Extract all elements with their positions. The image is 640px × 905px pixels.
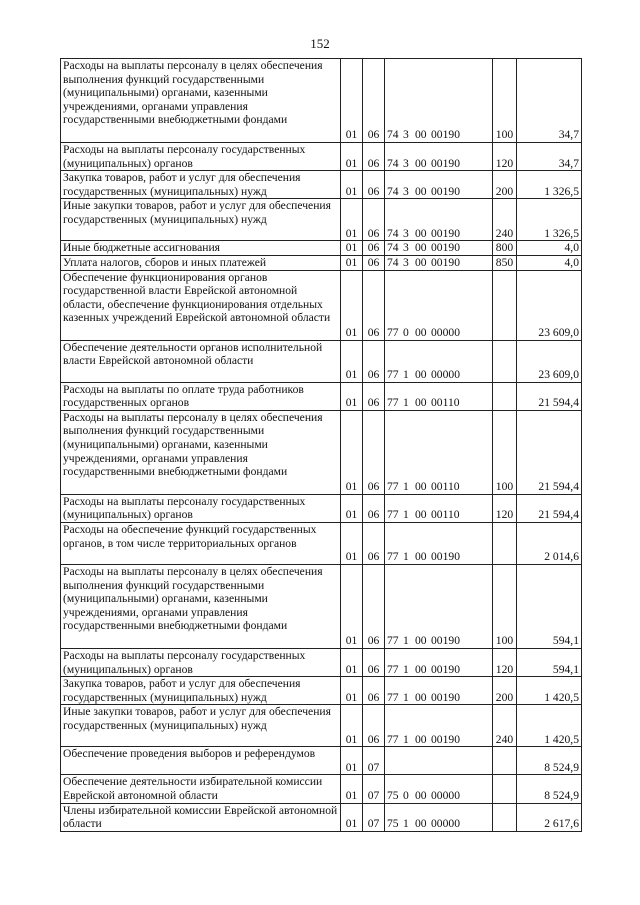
expense-type-cell xyxy=(493,803,517,831)
table-row xyxy=(61,747,582,775)
item-name-cell: Обеспечение функционирования органов государственной власти Еврейской автономной области, обеспечение функционирования отдельных казенных учреждений Еврейской автономной области xyxy=(61,270,341,340)
target-article-part: 3 xyxy=(403,241,409,255)
expense-type-cell xyxy=(493,775,517,803)
amount-cell: 23 609,0 xyxy=(517,340,582,382)
target-article-part: 00 xyxy=(415,184,427,198)
target-article-part: 00190 xyxy=(431,184,460,198)
section-code-cell: 01 xyxy=(341,775,363,803)
expense-type-cell xyxy=(493,522,517,564)
item-name-cell: Расходы на выплаты по оплате труда работников государственных органов xyxy=(61,382,341,410)
section-code-cell: 01 xyxy=(341,59,363,143)
target-article-cell xyxy=(385,803,493,831)
target-article-part: 00000 xyxy=(431,367,460,381)
target-article-part: 00 xyxy=(415,690,427,704)
subsection-code-cell: 06 xyxy=(363,522,385,564)
section-code-cell: 01 xyxy=(341,270,363,340)
amount-cell: 2 014,6 xyxy=(517,522,582,564)
item-name-cell: Расходы на выплаты персоналу в целях обеспечения выполнения функций государственными (муниципальными) органами, казенными учреждениями, органами управления государственными внебюджетными фондами xyxy=(61,564,341,648)
target-article-part: 00 xyxy=(415,550,427,564)
subsection-code-cell: 06 xyxy=(363,382,385,410)
target-article-part: 0 xyxy=(403,788,409,802)
target-article-part: 75 xyxy=(387,817,399,831)
target-article-part: 00000 xyxy=(431,325,460,339)
item-name-cell: Обеспечение деятельности органов исполнительной власти Еврейской автономной области xyxy=(61,340,341,382)
expense-type-cell: 800 xyxy=(493,241,517,256)
amount-cell: 1 420,5 xyxy=(517,677,582,705)
subsection-code-cell: 06 xyxy=(363,410,385,494)
target-article-part: 74 xyxy=(387,128,399,142)
table-row xyxy=(61,59,582,143)
subsection-code-cell: 07 xyxy=(363,747,385,775)
target-article-cell xyxy=(385,747,493,775)
target-article-cell xyxy=(385,494,493,522)
expense-type-cell: 120 xyxy=(493,494,517,522)
target-article-cell xyxy=(385,199,493,241)
target-article-part: 00 xyxy=(415,662,427,676)
amount-cell: 21 594,4 xyxy=(517,382,582,410)
amount-cell: 1 326,5 xyxy=(517,171,582,199)
target-article-cell xyxy=(385,648,493,676)
section-code-cell: 01 xyxy=(341,199,363,241)
subsection-code-cell: 06 xyxy=(363,340,385,382)
table-row xyxy=(61,255,582,270)
section-code-cell: 01 xyxy=(341,255,363,270)
amount-cell: 4,0 xyxy=(517,255,582,270)
table-row xyxy=(61,803,582,831)
target-article-part: 00 xyxy=(415,817,427,831)
expense-type-cell: 240 xyxy=(493,199,517,241)
amount-cell: 4,0 xyxy=(517,241,582,256)
table-row xyxy=(61,199,582,241)
target-article-part: 00 xyxy=(415,367,427,381)
target-article-part: 1 xyxy=(403,690,409,704)
item-name-cell: Расходы на выплаты персоналу государственных (муниципальных) органов xyxy=(61,143,341,171)
expense-type-cell: 200 xyxy=(493,171,517,199)
target-article-cell xyxy=(385,677,493,705)
target-article-part: 3 xyxy=(403,156,409,170)
subsection-code-cell: 06 xyxy=(363,171,385,199)
subsection-code-cell: 06 xyxy=(363,648,385,676)
target-article-part: 00 xyxy=(415,255,427,269)
amount-cell: 34,7 xyxy=(517,59,582,143)
target-article-cell xyxy=(385,59,493,143)
target-article-part: 77 xyxy=(387,508,399,522)
section-code-cell: 01 xyxy=(341,648,363,676)
section-code-cell: 01 xyxy=(341,677,363,705)
amount-cell: 594,1 xyxy=(517,648,582,676)
expense-type-cell: 240 xyxy=(493,705,517,747)
target-article-part: 00190 xyxy=(431,156,460,170)
section-code-cell: 01 xyxy=(341,241,363,256)
section-code-cell: 01 xyxy=(341,382,363,410)
target-article-part: 77 xyxy=(387,367,399,381)
subsection-code-cell: 06 xyxy=(363,270,385,340)
target-article-cell xyxy=(385,143,493,171)
item-name-cell: Иные бюджетные ассигнования xyxy=(61,241,341,256)
target-article-part: 00190 xyxy=(431,226,460,240)
table-row xyxy=(61,340,582,382)
target-article-part: 00000 xyxy=(431,788,460,802)
table-row xyxy=(61,522,582,564)
table-row xyxy=(61,143,582,171)
target-article-part: 3 xyxy=(403,226,409,240)
expense-type-cell: 850 xyxy=(493,255,517,270)
target-article-part: 00190 xyxy=(431,662,460,676)
target-article-part: 77 xyxy=(387,690,399,704)
target-article-part: 00 xyxy=(415,325,427,339)
target-article-part: 77 xyxy=(387,325,399,339)
target-article-part: 77 xyxy=(387,732,399,746)
target-article-part: 3 xyxy=(403,184,409,198)
target-article-cell xyxy=(385,270,493,340)
target-article-part: 1 xyxy=(403,367,409,381)
target-article-part: 74 xyxy=(387,184,399,198)
table-row xyxy=(61,382,582,410)
subsection-code-cell: 07 xyxy=(363,775,385,803)
section-code-cell: 01 xyxy=(341,747,363,775)
amount-cell: 21 594,4 xyxy=(517,494,582,522)
item-name-cell: Иные закупки товаров, работ и услуг для обеспечения государственных (муниципальных) нужд xyxy=(61,199,341,241)
target-article-part: 00190 xyxy=(431,128,460,142)
target-article-cell xyxy=(385,522,493,564)
subsection-code-cell: 06 xyxy=(363,494,385,522)
amount-cell: 1 326,5 xyxy=(517,199,582,241)
amount-cell: 2 617,6 xyxy=(517,803,582,831)
section-code-cell: 01 xyxy=(341,803,363,831)
target-article-cell xyxy=(385,564,493,648)
expense-type-cell xyxy=(493,747,517,775)
section-code-cell: 01 xyxy=(341,564,363,648)
section-code-cell: 01 xyxy=(341,522,363,564)
target-article-part: 00 xyxy=(415,508,427,522)
subsection-code-cell: 07 xyxy=(363,803,385,831)
target-article-part: 0 xyxy=(403,325,409,339)
expense-type-cell: 120 xyxy=(493,648,517,676)
item-name-cell: Обеспечение проведения выборов и референдумов xyxy=(61,747,341,775)
table-row xyxy=(61,677,582,705)
target-article-cell xyxy=(385,705,493,747)
target-article-part: 00190 xyxy=(431,550,460,564)
item-name-cell: Уплата налогов, сборов и иных платежей xyxy=(61,255,341,270)
target-article-part: 3 xyxy=(403,255,409,269)
target-article-cell xyxy=(385,775,493,803)
target-article-cell xyxy=(385,382,493,410)
section-code-cell: 01 xyxy=(341,143,363,171)
target-article-part: 1 xyxy=(403,634,409,648)
item-name-cell: Расходы на обеспечение функций государственных органов, в том числе территориальных органов xyxy=(61,522,341,564)
target-article-part: 00 xyxy=(415,732,427,746)
budget-table-body xyxy=(61,59,582,832)
budget-table xyxy=(60,58,582,832)
target-article-part: 77 xyxy=(387,396,399,410)
amount-cell: 23 609,0 xyxy=(517,270,582,340)
target-article-cell xyxy=(385,410,493,494)
amount-cell: 594,1 xyxy=(517,564,582,648)
amount-cell: 34,7 xyxy=(517,143,582,171)
target-article-part: 1 xyxy=(403,662,409,676)
table-row xyxy=(61,410,582,494)
target-article-cell xyxy=(385,255,493,270)
target-article-part: 00 xyxy=(415,480,427,494)
target-article-part: 1 xyxy=(403,396,409,410)
target-article-part: 75 xyxy=(387,788,399,802)
item-name-cell: Закупка товаров, работ и услуг для обеспечения государственных (муниципальных) нужд xyxy=(61,677,341,705)
section-code-cell: 01 xyxy=(341,705,363,747)
item-name-cell: Иные закупки товаров, работ и услуг для обеспечения государственных (муниципальных) нужд xyxy=(61,705,341,747)
item-name-cell: Расходы на выплаты персоналу государственных (муниципальных) органов xyxy=(61,494,341,522)
subsection-code-cell: 06 xyxy=(363,677,385,705)
subsection-code-cell: 06 xyxy=(363,255,385,270)
target-article-part: 74 xyxy=(387,241,399,255)
target-article-part: 1 xyxy=(403,508,409,522)
table-row xyxy=(61,494,582,522)
item-name-cell: Расходы на выплаты персоналу в целях обеспечения выполнения функций государственными (муниципальными) органами, казенными учреждениями, органами управления государственными внебюджетными фондами xyxy=(61,59,341,143)
expense-type-cell xyxy=(493,270,517,340)
target-article-part: 00110 xyxy=(431,396,460,410)
table-row xyxy=(61,775,582,803)
target-article-part: 00190 xyxy=(431,732,460,746)
section-code-cell: 01 xyxy=(341,171,363,199)
subsection-code-cell: 06 xyxy=(363,564,385,648)
target-article-part: 00 xyxy=(415,156,427,170)
target-article-part: 77 xyxy=(387,662,399,676)
target-article-part: 00 xyxy=(415,788,427,802)
amount-cell: 1 420,5 xyxy=(517,705,582,747)
target-article-part: 00 xyxy=(415,226,427,240)
expense-type-cell: 100 xyxy=(493,564,517,648)
item-name-cell: Члены избирательной комиссии Еврейской автономной области xyxy=(61,803,341,831)
target-article-cell xyxy=(385,241,493,256)
expense-type-cell xyxy=(493,382,517,410)
table-row xyxy=(61,241,582,256)
table-row xyxy=(61,270,582,340)
target-article-part: 1 xyxy=(403,480,409,494)
expense-type-cell: 200 xyxy=(493,677,517,705)
amount-cell: 21 594,4 xyxy=(517,410,582,494)
target-article-part: 74 xyxy=(387,226,399,240)
target-article-cell xyxy=(385,340,493,382)
target-article-part: 77 xyxy=(387,634,399,648)
item-name-cell: Расходы на выплаты персоналу в целях обеспечения выполнения функций государственными (муниципальными) органами, казенными учреждениями, органами управления государственными внебюджетными фондами xyxy=(61,410,341,494)
section-code-cell: 01 xyxy=(341,494,363,522)
expense-type-cell xyxy=(493,340,517,382)
expense-type-cell: 100 xyxy=(493,59,517,143)
amount-cell: 8 524,9 xyxy=(517,775,582,803)
target-article-part: 1 xyxy=(403,817,409,831)
target-article-part: 00 xyxy=(415,241,427,255)
section-code-cell: 01 xyxy=(341,410,363,494)
subsection-code-cell: 06 xyxy=(363,59,385,143)
subsection-code-cell: 06 xyxy=(363,143,385,171)
table-row xyxy=(61,648,582,676)
page-number: 152 xyxy=(310,36,330,51)
target-article-part: 00190 xyxy=(431,690,460,704)
section-code-cell: 01 xyxy=(341,340,363,382)
expense-type-cell: 100 xyxy=(493,410,517,494)
target-article-part: 00110 xyxy=(431,508,460,522)
target-article-part: 00110 xyxy=(431,480,460,494)
target-article-part: 00 xyxy=(415,634,427,648)
subsection-code-cell: 06 xyxy=(363,705,385,747)
subsection-code-cell: 06 xyxy=(363,241,385,256)
target-article-cell xyxy=(385,171,493,199)
target-article-part: 77 xyxy=(387,480,399,494)
target-article-part: 74 xyxy=(387,255,399,269)
target-article-part: 00190 xyxy=(431,634,460,648)
target-article-part: 1 xyxy=(403,732,409,746)
item-name-cell: Расходы на выплаты персоналу государственных (муниципальных) органов xyxy=(61,648,341,676)
table-row xyxy=(61,705,582,747)
item-name-cell: Обеспечение деятельности избирательной комиссии Еврейской автономной области xyxy=(61,775,341,803)
target-article-part: 00 xyxy=(415,396,427,410)
target-article-part: 1 xyxy=(403,550,409,564)
item-name-cell: Закупка товаров, работ и услуг для обеспечения государственных (муниципальных) нужд xyxy=(61,171,341,199)
amount-cell: 8 524,9 xyxy=(517,747,582,775)
expense-type-cell: 120 xyxy=(493,143,517,171)
target-article-part: 3 xyxy=(403,128,409,142)
target-article-part: 74 xyxy=(387,156,399,170)
table-row xyxy=(61,171,582,199)
target-article-part: 00190 xyxy=(431,241,460,255)
table-row xyxy=(61,564,582,648)
target-article-part: 00000 xyxy=(431,817,460,831)
subsection-code-cell: 06 xyxy=(363,199,385,241)
target-article-part: 77 xyxy=(387,550,399,564)
target-article-part: 00190 xyxy=(431,255,460,269)
target-article-part: 00 xyxy=(415,128,427,142)
